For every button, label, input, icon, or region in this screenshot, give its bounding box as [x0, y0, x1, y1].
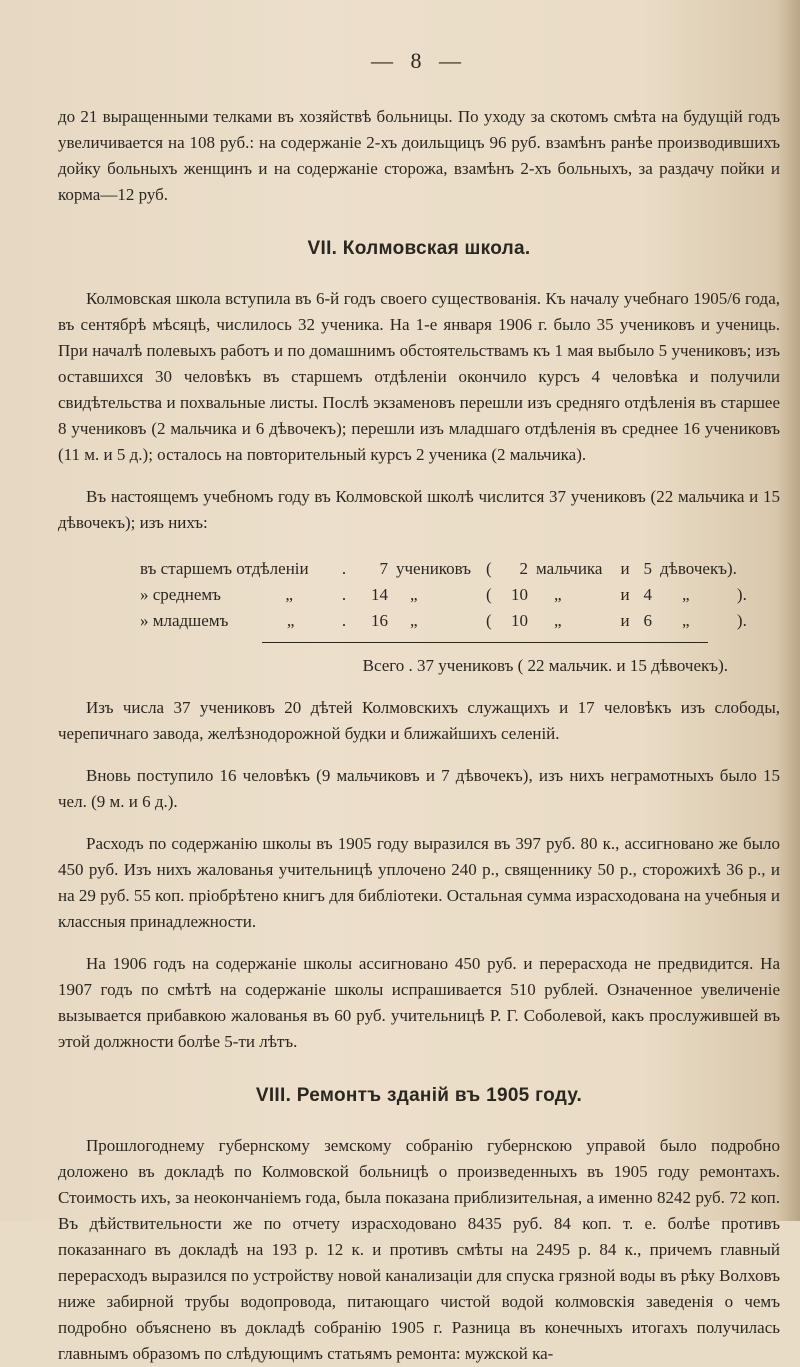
students-table: [140, 556, 747, 634]
open-paren: (: [486, 611, 492, 630]
boys-count: 10: [511, 585, 528, 604]
close-paren: ).: [736, 611, 747, 630]
page-number: — 8 —: [371, 48, 467, 73]
open-paren: (: [486, 585, 492, 604]
close-paren: ).: [736, 585, 747, 604]
girls-unit: „: [682, 611, 690, 630]
count-unit: „: [410, 611, 418, 630]
girls-count: 4: [643, 585, 652, 604]
table-row: [140, 582, 747, 608]
row-label: [140, 582, 326, 608]
boys-unit: мальчика: [536, 559, 603, 578]
open-paren: (: [486, 559, 492, 578]
intro-paragraph: до 21 выращенными телками въ хозяйствѣ больницы. По уходу за скотомъ смѣта на будущій годъ увеличивается на 108 руб.: на содержаніе 2-хъ доильщицъ 96 руб. взамѣнъ ранѣе производившихъ дойку больныхъ женщинъ и на содержаніе сторожа, взамѣнъ 2-хъ больныхъ, за раздачу пойки и корма—12 руб.: [58, 107, 780, 204]
count-unit: „: [410, 585, 418, 604]
sum-divider: [262, 642, 708, 643]
dot: .: [341, 585, 347, 604]
dot: .: [341, 559, 347, 578]
section-7-paragraph-2: Въ настоящемъ учебномъ году въ Колмовской школѣ числится 37 учениковъ (22 мальчика и 15 дѣвочекъ); изъ нихъ:: [58, 487, 780, 532]
section-8-heading: VIII. Ремонтъ зданій въ 1905 году.: [255, 1085, 583, 1106]
conjunction: и: [620, 611, 630, 630]
conjunction: и: [620, 585, 630, 604]
girls-count: 6: [643, 611, 652, 630]
ditto-mark: „: [286, 611, 295, 630]
section-7-paragraph-4: Вновь поступило 16 человѣкъ (9 мальчиковъ и 7 дѣвочекъ), изъ нихъ неграмотныхъ было 15 чел. (9 м. и 6 д.).: [58, 766, 780, 811]
page-content: [58, 48, 780, 1367]
row-label-text: » младшемъ: [140, 611, 229, 630]
section-7-paragraph-6: На 1906 годъ на содержаніе школы ассигновано 450 руб. и перерасхода не предвидится. На 1907 годъ по смѣтѣ на содержаніе школы испрашивается 510 рублей. Означенное увеличеніе вызывается прибавкою жалованья въ 60 руб. учительницѣ Р. Г. Соболевой, какъ прослужившей въ этой должности болѣе 5-ти лѣтъ.: [58, 954, 780, 1051]
row-label: въ старшемъ отдѣленіи: [140, 559, 309, 578]
conjunction: и: [620, 559, 630, 578]
girls-unit: дѣвочекъ).: [660, 559, 737, 578]
section-7-paragraph-3: Изъ числа 37 учениковъ 20 дѣтей Колмовскихъ служащихъ и 17 человѣкъ изъ слободы, черепичнаго завода, желѣзнодорожной будки и ближайшихъ селеній.: [58, 698, 780, 743]
table-row: [140, 608, 747, 634]
boys-count: 10: [511, 611, 528, 630]
section-7-heading: VII. Колмовская школа.: [307, 238, 531, 259]
dot: .: [341, 611, 347, 630]
student-count: 16: [371, 611, 388, 630]
girls-unit: „: [682, 585, 690, 604]
close-paren: [737, 556, 747, 582]
table-row: [140, 556, 747, 582]
row-label-text: » среднемъ: [140, 585, 221, 604]
section-7-paragraph-5: Расходъ по содержанію школы въ 1905 году выразился въ 397 руб. 80 к., ассигновано же было 450 руб. Изъ нихъ жалованья учительницѣ уплочено 240 р., священнику 50 р., сторожихѣ 36 р., и на 29 руб. 55 коп. пріобрѣтено книгъ для библіотеки. Остальная сумма израсходована на учебныя и классныя принадлежности.: [58, 834, 780, 931]
girls-count: 5: [643, 559, 652, 578]
boys-unit: „: [554, 611, 562, 630]
boys-count: 2: [519, 559, 528, 578]
ditto-mark: „: [285, 585, 293, 604]
section-7-paragraph-1: Колмовская школа вступила въ 6-й годъ своего существованія. Къ началу учебнаго 1905/6 года, въ сентябрѣ мѣсяцѣ, числилось 32 ученика. На 1-е января 1906 г. было 35 учениковъ и учениць. При началѣ полевыхъ работъ и по домашнимъ обстоятельствамъ къ 1 мая выбыло 5 учениковъ; изъ оставшихся 30 человѣкъ въ старшемъ отдѣленіи окончило курсъ 4 человѣка и получили свидѣтельства и похвальные листы. Послѣ экзаменовъ перешли изъ средняго отдѣленія въ старшее 8 учениковъ (2 мальчика и 6 дѣвочекъ); перешли изъ младшаго отдѣленія въ среднее 16 учениковъ (11 м. и 5 д.); осталось на повторительный курсъ 2 ученика (2 мальчика).: [58, 289, 780, 464]
count-unit: учениковъ: [396, 559, 472, 578]
student-count: 7: [379, 559, 388, 578]
row-label: [140, 608, 326, 634]
boys-unit: „: [554, 585, 562, 604]
section-8-paragraph-1: Прошлогоднему губернскому земскому собранію губернскою управой было подробно доложено въ докладѣ по Колмовской больницѣ о произведенныхъ въ 1905 году ремонтахъ. Стоимость ихъ, за неокончаніемъ года, была показана приблизительная, а именно 8242 руб. 72 коп. Въ дѣйствительности же по отчету израсходовано 8435 руб. 84 коп. т. е. болѣе противъ показаннаго въ докладѣ на 193 р. 12 к. и противъ смѣты на 2495 р. 84 к., причемъ главный перерасходъ выразился по устройству новой канализаціи для спуска грязной воды въ рѣку Волховъ ниже забирной трубы водопровода, питающаго чистой водой колмовскія заведенія о чемъ подробно объяснено въ докладѣ собранію 1905 г. Разница въ конечныхъ итогахъ получилась главнымъ образомъ по слѣдующимъ статьямъ ремонта: мужской ка-: [58, 1136, 780, 1363]
total-line: Всего . 37 учениковъ ( 22 мальчик. и 15 дѣвочекъ).: [362, 656, 728, 675]
student-count: 14: [371, 585, 388, 604]
